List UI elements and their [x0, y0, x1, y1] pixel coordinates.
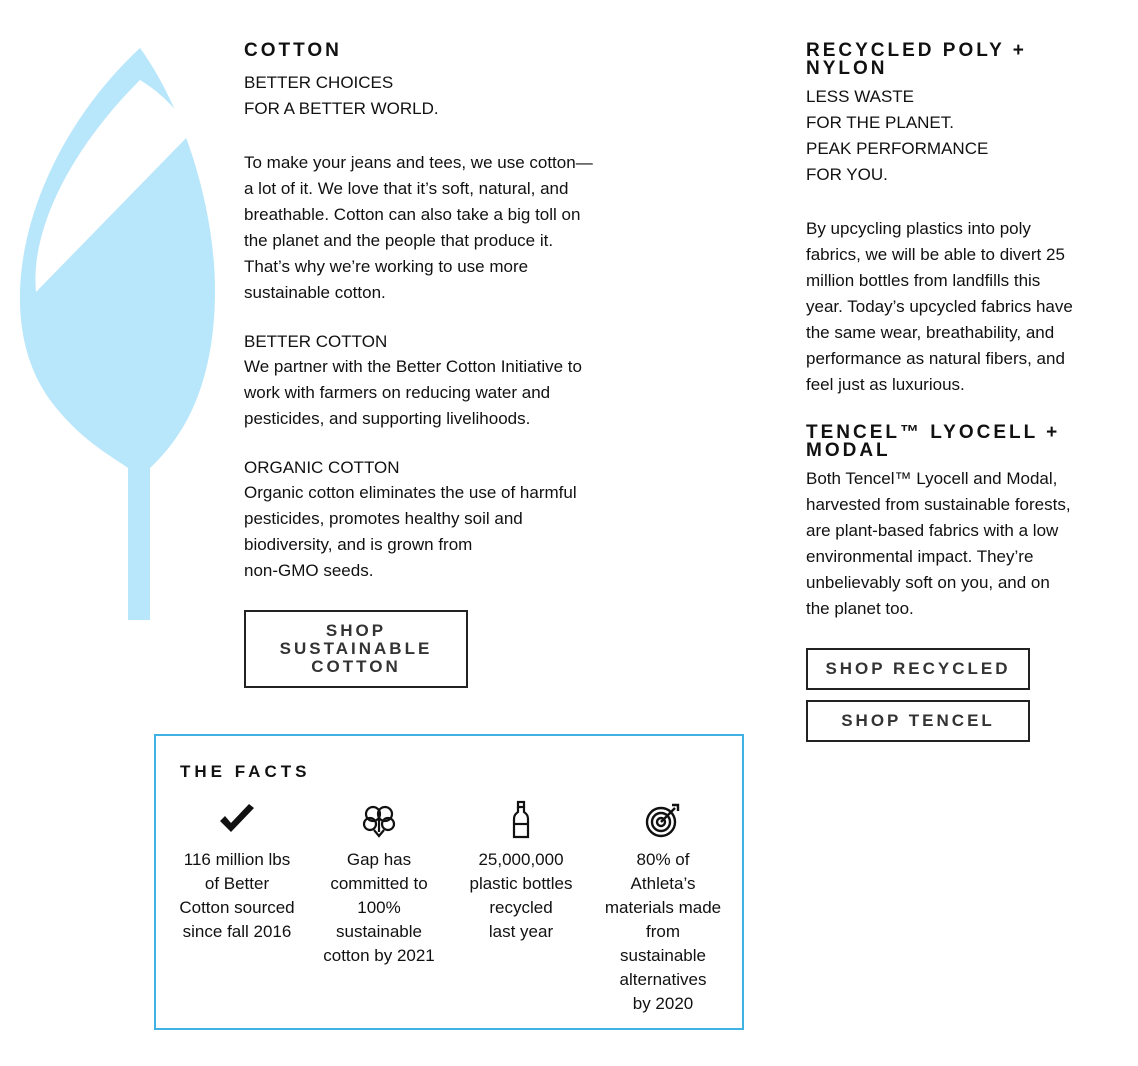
- recycled-tagline-line: FOR YOU.: [806, 165, 888, 184]
- cotton-intro-line: sustainable cotton.: [244, 283, 386, 302]
- fact-text: [450, 848, 592, 944]
- facts-title: THE FACTS: [180, 762, 311, 781]
- organic-cotton-line: Organic cotton eliminates the use of harmful: [244, 483, 577, 502]
- better-cotton-line: pesticides, and supporting livelihoods.: [244, 409, 531, 428]
- cotton-intro: [244, 150, 624, 306]
- fact-line: 100%: [357, 898, 401, 917]
- shop-tencel-button[interactable]: SHOP TENCEL: [806, 700, 1030, 742]
- fact-text: [592, 848, 734, 1016]
- bottle-icon: [450, 800, 592, 840]
- checkmark-icon: [166, 800, 308, 840]
- fact-line: alternatives: [619, 970, 707, 989]
- recycled-text-line: feel just as luxurious.: [806, 375, 965, 394]
- fact-line: 116 million lbs: [183, 850, 291, 869]
- shop-sustainable-cotton-button[interactable]: [244, 610, 468, 688]
- recycled-tagline-line: FOR THE PLANET.: [806, 113, 954, 132]
- button-label-line: SUSTAINABLE: [279, 639, 433, 658]
- tencel-text-line: unbelievably soft on you, and on: [806, 573, 1050, 592]
- recycled-section: [806, 42, 1126, 398]
- cotton-intro-line: breathable. Cotton can also take a big toll on: [244, 205, 581, 224]
- cotton-intro-line: the planet and the people that produce it.: [244, 231, 554, 250]
- recycled-text-line: fabrics, we will be able to divert 25: [806, 245, 1065, 264]
- tencel-section: [806, 424, 1126, 622]
- fact-line: Athleta’s: [630, 874, 696, 893]
- fact-line: recycled: [489, 898, 553, 917]
- organic-cotton-line: non-GMO seeds.: [244, 561, 374, 580]
- fact-text: [166, 848, 308, 944]
- fact-item: [166, 800, 308, 944]
- cotton-intro-line: a lot of it. We love that it’s soft, natural, and: [244, 179, 569, 198]
- fact-line: sustainable: [335, 922, 422, 941]
- button-label-line: COTTON: [311, 657, 401, 676]
- fact-line: last year: [488, 922, 554, 941]
- organic-cotton-title: ORGANIC COTTON: [244, 458, 400, 477]
- tencel-text-line: harvested from sustainable forests,: [806, 495, 1071, 514]
- recycled-text: [806, 216, 1126, 398]
- tencel-text-line: the planet too.: [806, 599, 914, 618]
- cotton-intro-line: That’s why we’re working to use more: [244, 257, 529, 276]
- cotton-tagline-1: BETTER CHOICES: [244, 73, 394, 92]
- organic-cotton-line: pesticides, promotes healthy soil and: [244, 509, 523, 528]
- tencel-text-line: Both Tencel™ Lyocell and Modal,: [806, 469, 1058, 488]
- recycled-title-1: RECYCLED POLY +: [806, 40, 1027, 61]
- fact-text: [308, 848, 450, 968]
- fact-line: plastic bottles: [469, 874, 573, 893]
- target-icon: [592, 800, 734, 840]
- recycled-text-line: performance as natural fibers, and: [806, 349, 1065, 368]
- tencel-text-line: environmental impact. They’re: [806, 547, 1034, 566]
- fact-item: [308, 800, 450, 968]
- recycled-tagline-line: LESS WASTE: [806, 87, 915, 106]
- fact-line: cotton by 2021: [323, 946, 435, 965]
- better-cotton-line: work with farmers on reducing water and: [244, 383, 551, 402]
- recycled-text-line: million bottles from landfills this: [806, 271, 1041, 290]
- fact-line: 80% of: [636, 850, 690, 869]
- fact-line: Cotton sourced: [179, 898, 295, 917]
- tencel-title-2: MODAL: [806, 440, 891, 461]
- shop-recycled-button[interactable]: SHOP RECYCLED: [806, 648, 1030, 690]
- fact-item: [450, 800, 592, 944]
- tencel-text: [806, 466, 1126, 622]
- better-cotton-line: We partner with the Better Cotton Initiative to: [244, 357, 582, 376]
- button-label-line: SHOP: [325, 621, 387, 640]
- fact-line: from: [646, 922, 680, 941]
- organic-cotton-line: biodiversity, and is grown from: [244, 535, 473, 554]
- recycled-tagline-line: PEAK PERFORMANCE: [806, 139, 989, 158]
- better-cotton-text: [244, 354, 624, 432]
- fact-line: since fall 2016: [182, 922, 292, 941]
- facts-box: [154, 734, 744, 1030]
- leaf-icon: [10, 40, 220, 625]
- fact-line: of Better: [204, 874, 270, 893]
- fact-item: [592, 800, 734, 1016]
- fact-line: Gap has: [346, 850, 412, 869]
- fact-line: committed to: [330, 874, 428, 893]
- recycled-text-line: the same wear, breathability, and: [806, 323, 1055, 342]
- recycled-text-line: year. Today’s upcycled fabrics have: [806, 297, 1073, 316]
- cotton-intro-line: To make your jeans and tees, we use cotton—: [244, 153, 593, 172]
- cotton-section: [244, 42, 624, 584]
- fact-line: materials made: [604, 898, 722, 917]
- tencel-title-1: TENCEL™ LYOCELL +: [806, 422, 1061, 443]
- organic-cotton-text: [244, 480, 624, 584]
- fact-line: 25,000,000: [478, 850, 564, 869]
- tencel-text-line: are plant-based fabrics with a low: [806, 521, 1059, 540]
- recycled-text-line: By upcycling plastics into poly: [806, 219, 1031, 238]
- recycled-tagline: [806, 84, 1126, 188]
- recycled-title-2: NYLON: [806, 58, 888, 79]
- cotton-tagline-2: FOR A BETTER WORLD.: [244, 99, 439, 118]
- fact-line: sustainable: [619, 946, 706, 965]
- cotton-flower-icon: [308, 800, 450, 840]
- cotton-title: COTTON: [244, 40, 342, 61]
- better-cotton-title: BETTER COTTON: [244, 332, 388, 351]
- fact-line: by 2020: [632, 994, 694, 1013]
